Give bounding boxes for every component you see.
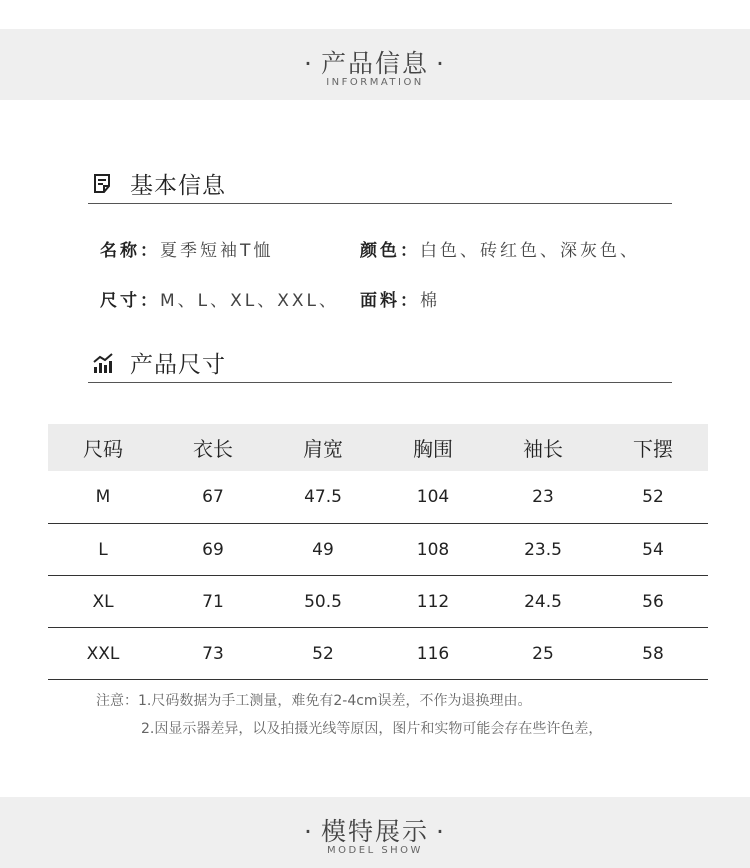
table-cell: 52 <box>598 471 708 524</box>
table-cell: 47.5 <box>268 471 378 524</box>
table-row <box>48 524 708 576</box>
header-size-code: 尺码 <box>48 424 158 471</box>
table-cell: 116 <box>378 628 488 680</box>
table-cell: M <box>48 471 158 524</box>
header-chest: 胸围 <box>378 424 488 471</box>
size-section-title: 产品尺寸 <box>130 352 226 378</box>
table-cell: 50.5 <box>268 576 378 628</box>
info-header-subtitle: INFORMATION <box>326 77 424 88</box>
model-header-subtitle: MODEL SHOW <box>327 845 423 856</box>
note-line-2: 2.因显示器差异，以及拍摄光线等原因，图片和实物可能会存在些许色差， <box>141 721 603 737</box>
header-sleeve: 袖长 <box>488 424 598 471</box>
table-cell: XXL <box>48 628 158 680</box>
model-header-title: · 模特展示 · <box>304 817 446 846</box>
table-row <box>48 628 708 680</box>
table-cell: XL <box>48 576 158 628</box>
chart-icon <box>92 352 114 374</box>
table-cell: 104 <box>378 471 488 524</box>
table-cell: 24.5 <box>488 576 598 628</box>
basic-info-title: 基本信息 <box>130 173 226 199</box>
header-shoulder: 肩宽 <box>268 424 378 471</box>
basic-info-heading <box>88 167 672 204</box>
table-cell: 52 <box>268 628 378 680</box>
size-table-header-row <box>48 424 708 471</box>
product-material: 面料：棉 <box>360 291 440 311</box>
product-size: 尺寸：M、L、XL、XXL、 <box>100 291 340 311</box>
size-table <box>48 424 708 680</box>
table-cell: 56 <box>598 576 708 628</box>
table-cell: 49 <box>268 524 378 576</box>
header-length: 衣长 <box>158 424 268 471</box>
table-cell: 23 <box>488 471 598 524</box>
table-cell: L <box>48 524 158 576</box>
model-header-band <box>0 797 750 868</box>
table-cell: 54 <box>598 524 708 576</box>
note-line-1: 注意：1.尺码数据为手工测量，难免有2-4cm误差，不作为退换理由。 <box>96 693 532 709</box>
table-cell: 73 <box>158 628 268 680</box>
size-section-heading <box>88 346 672 383</box>
table-row <box>48 471 708 524</box>
table-cell: 67 <box>158 471 268 524</box>
product-name: 名称：夏季短袖T恤 <box>100 241 274 261</box>
table-cell: 112 <box>378 576 488 628</box>
header-hem: 下摆 <box>598 424 708 471</box>
info-header-band <box>0 29 750 100</box>
product-color: 颜色：白色、砖红色、深灰色、 <box>360 241 640 261</box>
table-cell: 25 <box>488 628 598 680</box>
document-icon <box>92 173 114 195</box>
table-cell: 108 <box>378 524 488 576</box>
table-cell: 69 <box>158 524 268 576</box>
table-row <box>48 576 708 628</box>
table-cell: 23.5 <box>488 524 598 576</box>
info-header-title: · 产品信息 · <box>304 49 446 78</box>
table-cell: 58 <box>598 628 708 680</box>
table-cell: 71 <box>158 576 268 628</box>
